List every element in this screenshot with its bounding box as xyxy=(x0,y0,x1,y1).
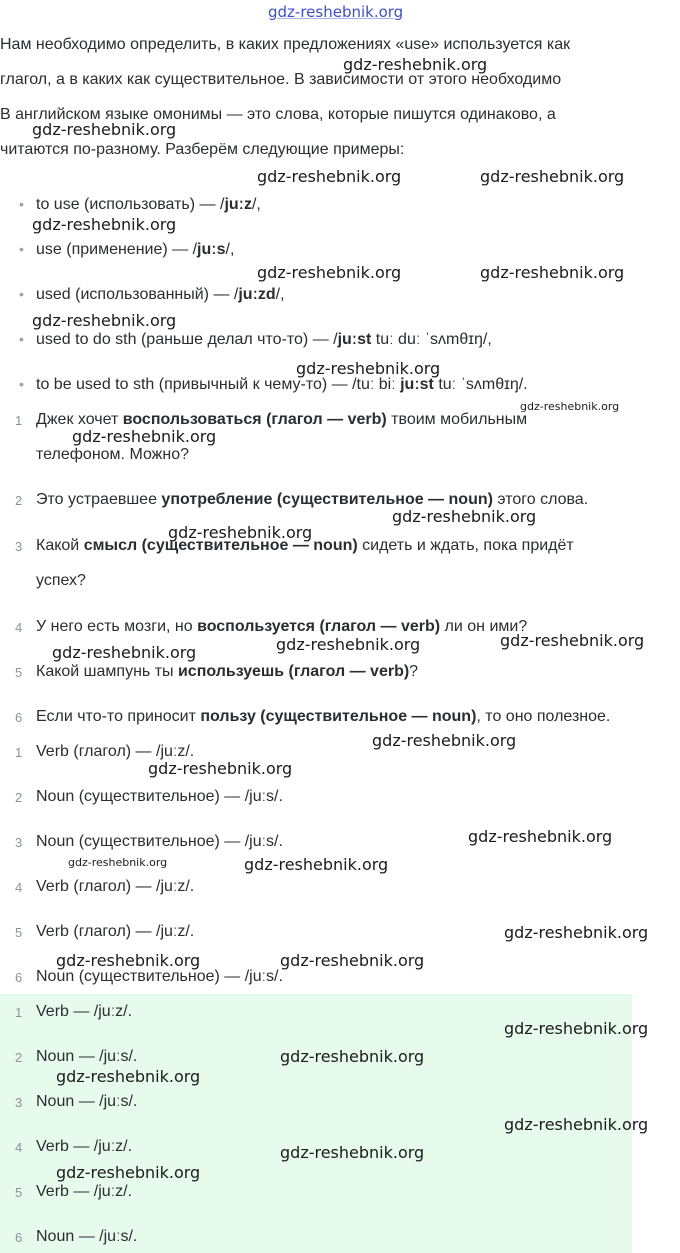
item-number: 3 xyxy=(15,835,23,850)
intro-line-4: читаются по-разному. Разберём следующие примеры: xyxy=(0,141,405,158)
watermark: gdz-reshebnik.org xyxy=(52,643,197,662)
watermark: gdz-reshebnik.org xyxy=(280,1047,425,1066)
watermark: gdz-reshebnik.org xyxy=(480,263,625,282)
item-number: 6 xyxy=(15,710,23,725)
watermark: gdz-reshebnik.org xyxy=(500,631,645,650)
item-number: 5 xyxy=(15,665,23,680)
item-number: 2 xyxy=(15,790,23,805)
bullet-dot-icon: • xyxy=(19,331,24,347)
watermark: gdz-reshebnik.org xyxy=(32,311,177,330)
watermark: gdz-reshebnik.org xyxy=(372,731,517,750)
watermark: gdz-reshebnik.org xyxy=(257,263,402,282)
watermark: gdz-reshebnik.org xyxy=(257,167,402,186)
sentence-continuation: телефоном. Можно? xyxy=(36,446,189,463)
intro-line-3: В английском языке омонимы — это слова, которые пишутся одинаково, а xyxy=(0,106,556,123)
item-number: 3 xyxy=(15,539,23,554)
item-number: 5 xyxy=(15,925,23,940)
watermark: gdz-reshebnik.org xyxy=(68,856,168,869)
watermark: gdz-reshebnik.org xyxy=(56,1163,201,1182)
watermark: gdz-reshebnik.org xyxy=(148,759,293,778)
watermark: gdz-reshebnik.org xyxy=(296,359,441,378)
watermark: gdz-reshebnik.org xyxy=(520,400,620,413)
watermark: gdz-reshebnik.org xyxy=(276,635,421,654)
watermark: gdz-reshebnik.org xyxy=(72,427,217,446)
item-number: 5 xyxy=(15,1185,23,1200)
watermark: gdz-reshebnik.org xyxy=(280,1143,425,1162)
watermark: gdz-reshebnik.org xyxy=(392,507,537,526)
watermark: gdz-reshebnik.org xyxy=(280,951,425,970)
watermark: gdz-reshebnik.org xyxy=(56,951,201,970)
intro-line-1: Нам необходимо определить, в каких предложениях «use» используется как xyxy=(0,36,571,53)
bullet-dot-icon: • xyxy=(19,376,24,392)
watermark: gdz-reshebnik.org xyxy=(504,1019,649,1038)
watermark: gdz-reshebnik.org xyxy=(480,167,625,186)
item-number: 1 xyxy=(15,745,23,760)
item-number: 3 xyxy=(15,1095,23,1110)
bullet-dot-icon: • xyxy=(19,241,24,257)
item-number: 4 xyxy=(15,880,23,895)
item-number: 4 xyxy=(15,620,23,635)
item-number: 1 xyxy=(15,1005,23,1020)
watermark: gdz-reshebnik.org xyxy=(343,55,488,74)
bullet-dot-icon: • xyxy=(19,286,24,302)
site-watermark-link[interactable]: gdz-reshebnik.org xyxy=(268,3,404,21)
item-number: 6 xyxy=(15,1230,23,1245)
item-number: 2 xyxy=(15,1050,23,1065)
watermark: gdz-reshebnik.org xyxy=(32,120,177,139)
sentence-continuation: успех? xyxy=(36,572,86,589)
watermark: gdz-reshebnik.org xyxy=(244,855,389,874)
item-number: 6 xyxy=(15,970,23,985)
watermark: gdz-reshebnik.org xyxy=(168,523,313,542)
watermark: gdz-reshebnik.org xyxy=(504,923,649,942)
watermark: gdz-reshebnik.org xyxy=(56,1067,201,1086)
watermark: gdz-reshebnik.org xyxy=(468,827,613,846)
watermark: gdz-reshebnik.org xyxy=(32,215,177,234)
item-number: 4 xyxy=(15,1140,23,1155)
bullet-dot-icon: • xyxy=(19,196,24,212)
item-number: 1 xyxy=(15,413,23,428)
intro-line-2: глагол, а в каких как существительное. В зависимости от этого необходимо xyxy=(0,71,562,88)
watermark: gdz-reshebnik.org xyxy=(504,1115,649,1134)
item-number: 2 xyxy=(15,493,23,508)
